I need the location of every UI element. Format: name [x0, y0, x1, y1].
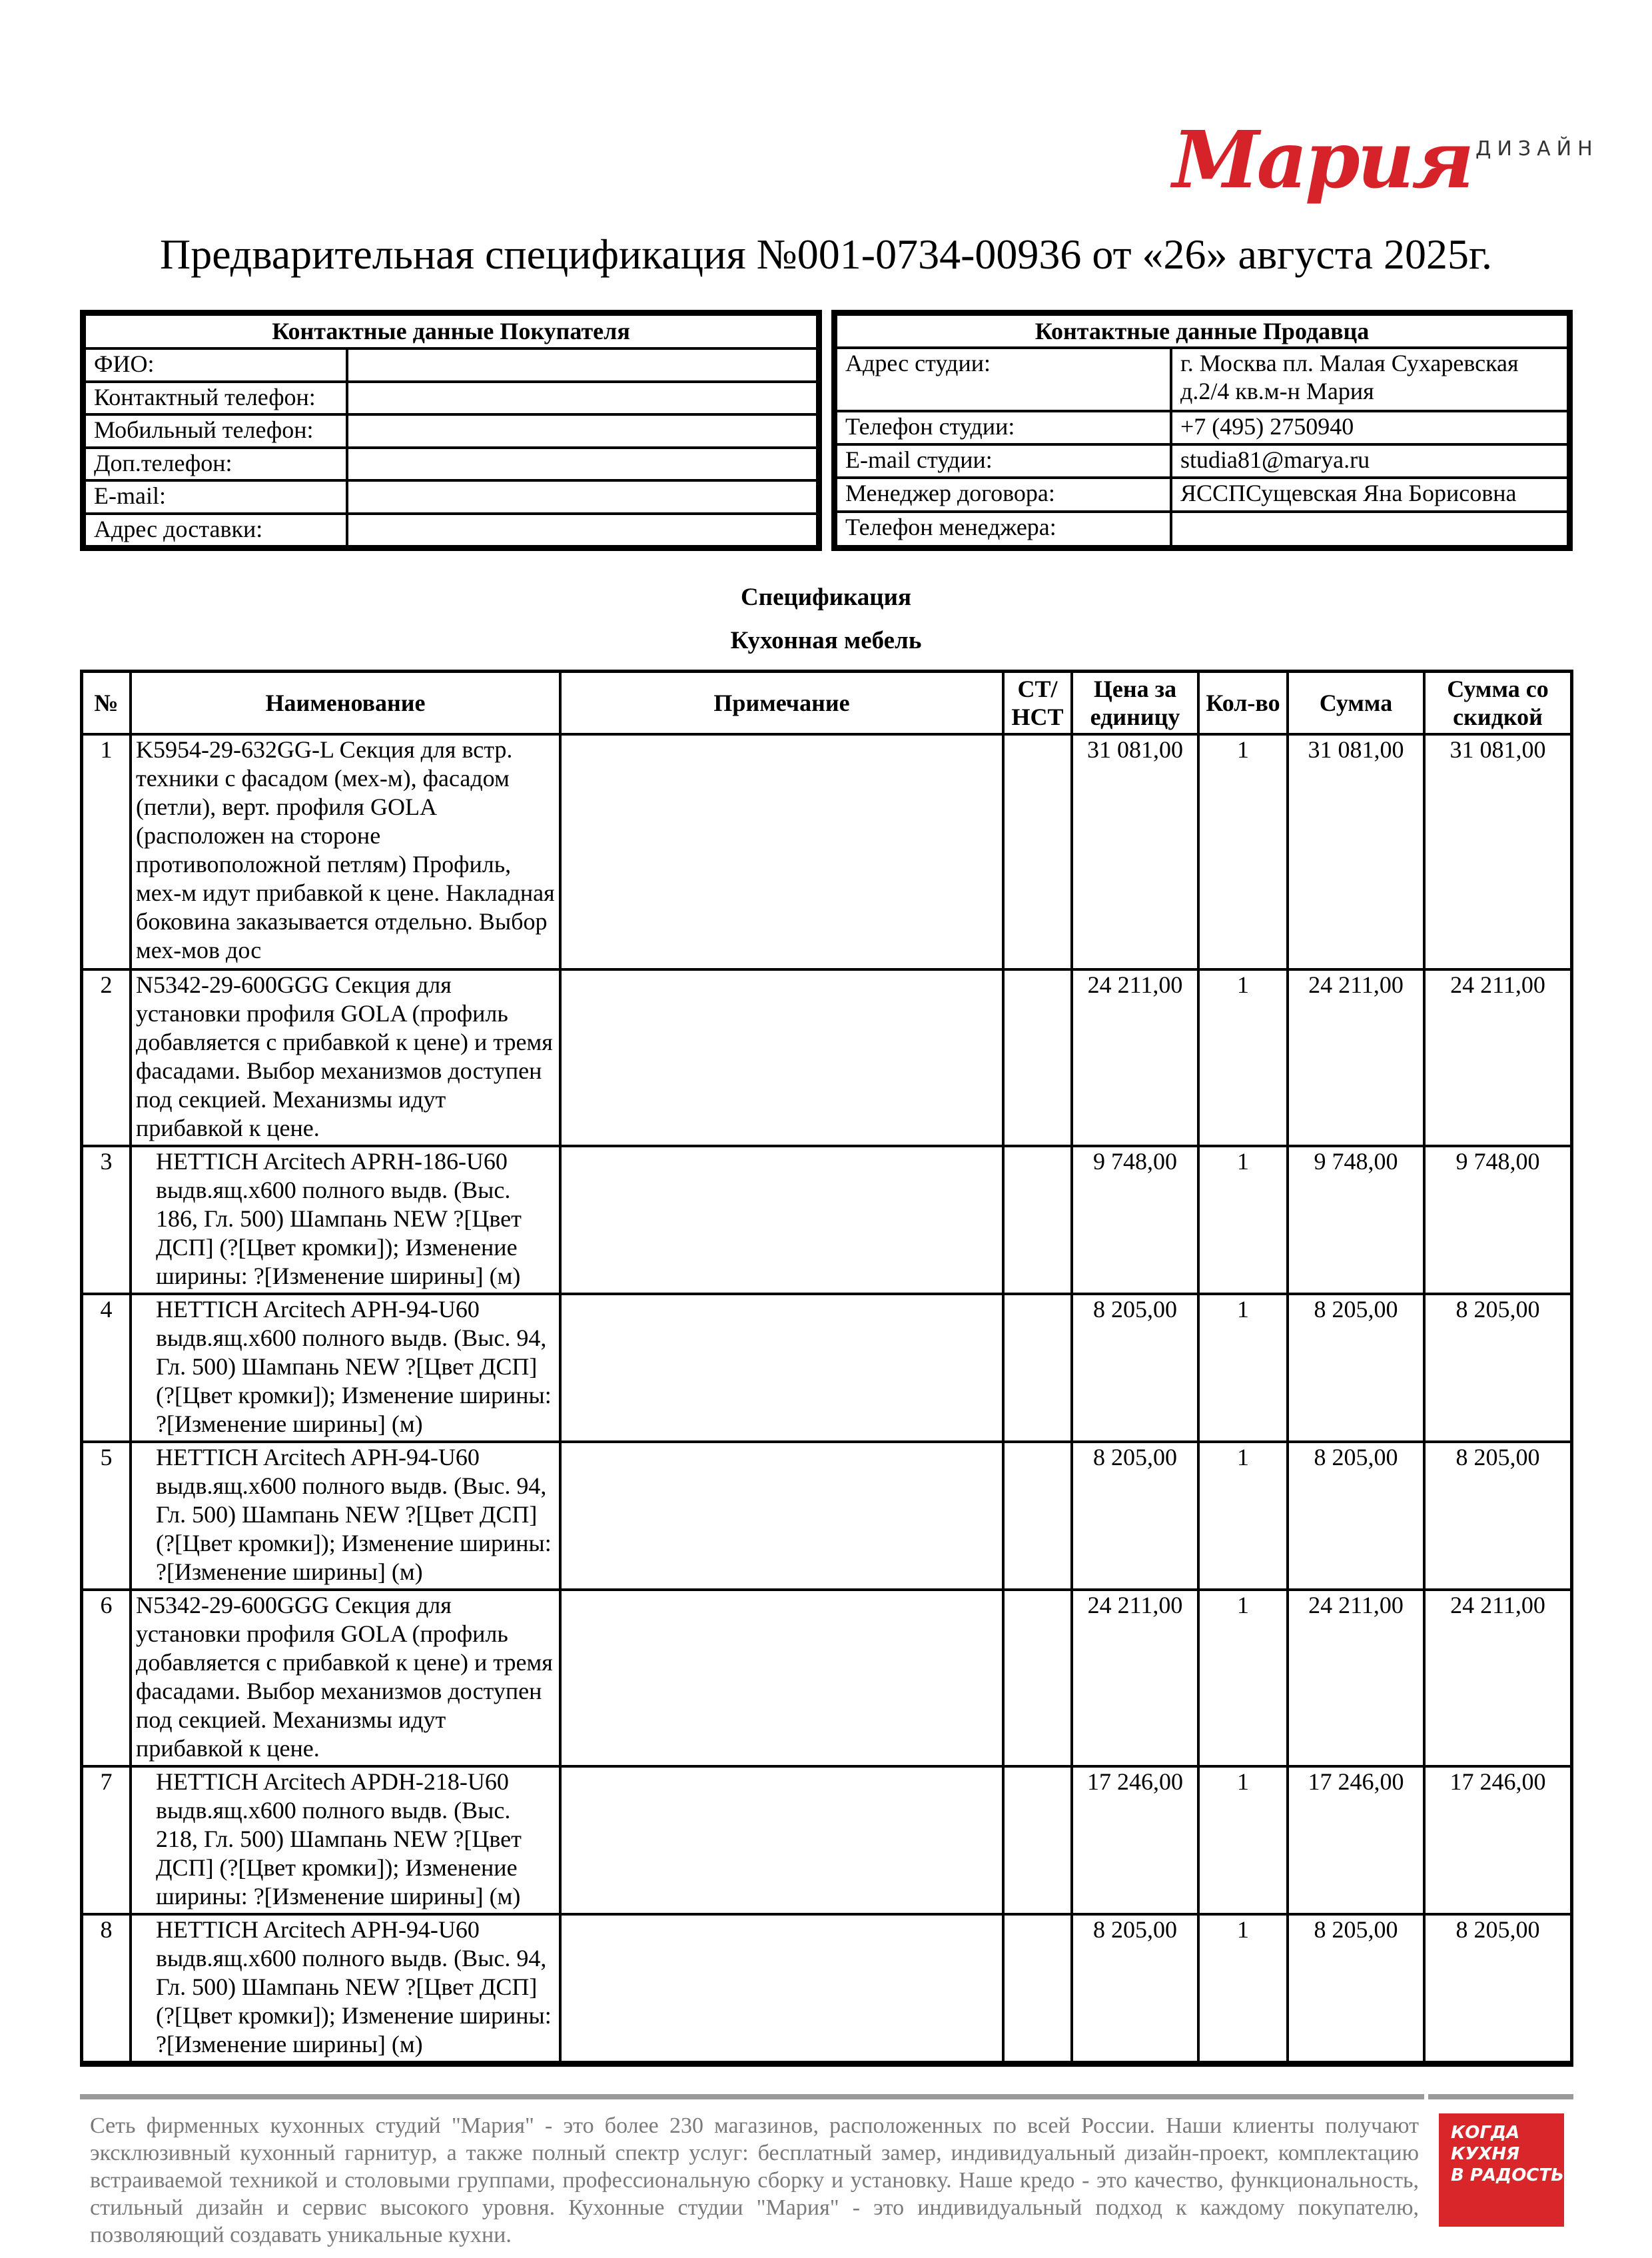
seller-row — [837, 512, 1567, 545]
item-note — [560, 1766, 1003, 1914]
item-price: 31 081,00 — [1072, 734, 1198, 969]
seller-row — [837, 478, 1567, 511]
seller-contacts-box — [831, 310, 1573, 551]
brand-logo — [1172, 113, 1599, 207]
item-sum-discount: 17 246,00 — [1424, 1766, 1570, 1914]
badge-line-1: КОГДА — [1451, 2123, 1520, 2143]
item-note — [560, 1294, 1003, 1442]
buyer-value — [347, 382, 816, 414]
buyer-value — [347, 480, 816, 513]
item-sum-discount: 8 205,00 — [1424, 1914, 1570, 2062]
item-price: 8 205,00 — [1072, 1442, 1198, 1590]
item-sum: 9 748,00 — [1288, 1146, 1424, 1294]
item-price: 8 205,00 — [1072, 1294, 1198, 1442]
item-qty: 1 — [1198, 1914, 1288, 2062]
seller-value: г. Москва пл. Малая Сухаревская д.2/4 кв.м-н Мария — [1171, 348, 1567, 410]
item-st — [1003, 1766, 1072, 1914]
item-st — [1003, 1294, 1072, 1442]
table-row — [83, 1766, 1570, 1914]
buyer-value — [347, 348, 816, 381]
row-number: 4 — [83, 1294, 131, 1442]
item-sum: 24 211,00 — [1288, 1590, 1424, 1766]
table-row — [83, 734, 1570, 969]
spec-table — [80, 670, 1573, 2067]
row-number: 2 — [83, 969, 131, 1146]
item-qty: 1 — [1198, 734, 1288, 969]
item-note — [560, 734, 1003, 969]
logo-wordmark: Мария — [1172, 113, 1472, 206]
spec-header-row — [83, 673, 1570, 734]
item-sum-discount: 31 081,00 — [1424, 734, 1570, 969]
col-header-qty: Кол-во — [1198, 673, 1288, 734]
item-sum: 17 246,00 — [1288, 1766, 1424, 1914]
col-header-price: Цена за единицу — [1072, 673, 1198, 734]
table-row — [83, 1146, 1570, 1294]
seller-row — [837, 411, 1567, 444]
item-price: 17 246,00 — [1072, 1766, 1198, 1914]
row-number: 1 — [83, 734, 131, 969]
buyer-label: ФИО: — [86, 348, 347, 381]
row-number: 7 — [83, 1766, 131, 1914]
item-name: K5954-29-632GG-L Секция для встр. техники с фасадом (мех-м), фасадом (петли), верт. профиля GOLA (расположен на стороне противоположной петлям) Профиль, мех-м идут прибавкой к цене. Накладная боковина заказывается отдельно. Выбор мех-мов дос — [131, 734, 560, 969]
seller-row — [837, 444, 1567, 478]
document-title: Предварительная спецификация №001-0734-00936 от «26» августа 2025г. — [160, 231, 1492, 278]
item-sum-discount: 8 205,00 — [1424, 1442, 1570, 1590]
item-st — [1003, 969, 1072, 1146]
row-number: 5 — [83, 1442, 131, 1590]
buyer-row — [86, 514, 816, 545]
buyer-row — [86, 448, 816, 480]
item-sum: 24 211,00 — [1288, 969, 1424, 1146]
item-note — [560, 1146, 1003, 1294]
seller-label: Адрес студии: — [837, 348, 1171, 410]
seller-value — [1171, 512, 1567, 545]
item-qty: 1 — [1198, 1442, 1288, 1590]
buyer-row — [86, 480, 816, 513]
seller-value: studia81@marya.ru — [1171, 444, 1567, 478]
seller-label: Телефон студии: — [837, 411, 1171, 444]
row-number: 3 — [83, 1146, 131, 1294]
seller-label: E-mail студии: — [837, 444, 1171, 478]
buyer-label: E-mail: — [86, 480, 347, 513]
row-number: 6 — [83, 1590, 131, 1766]
buyer-row — [86, 348, 816, 381]
seller-label: Менеджер договора: — [837, 478, 1171, 511]
section-title: Спецификация — [741, 584, 911, 611]
section-subtitle: Кухонная мебель — [730, 627, 922, 654]
table-row — [83, 1914, 1570, 2062]
item-sum-discount: 9 748,00 — [1424, 1146, 1570, 1294]
item-qty: 1 — [1198, 1590, 1288, 1766]
item-note — [560, 1914, 1003, 2062]
item-qty: 1 — [1198, 969, 1288, 1146]
item-name: HETTICH Arcitech APH-94-U60 выдв.ящ.x600 полного выдв. (Выс. 94, Гл. 500) Шампань NEW ?[Цвет ДСП] (?[Цвет кромки]); Изменение ширины: ?[Изменение ширины] (м) — [131, 1442, 560, 1590]
col-header-st: СТ/ НСТ — [1003, 673, 1072, 734]
buyer-label: Мобильный телефон: — [86, 414, 347, 447]
item-sum: 31 081,00 — [1288, 734, 1424, 969]
item-sum: 8 205,00 — [1288, 1294, 1424, 1442]
item-qty: 1 — [1198, 1146, 1288, 1294]
col-header-note: Примечание — [560, 673, 1003, 734]
row-number: 8 — [83, 1914, 131, 2062]
badge-line-3: В РАДОСТЬ — [1451, 2165, 1564, 2185]
col-header-num: № — [83, 673, 131, 734]
item-sum-discount: 8 205,00 — [1424, 1294, 1570, 1442]
seller-label: Телефон менеджера: — [837, 512, 1171, 545]
buyer-header: Контактные данные Покупателя — [86, 316, 816, 348]
item-qty: 1 — [1198, 1766, 1288, 1914]
item-name: HETTICH Arcitech APRH-186-U60 выдв.ящ.x600 полного выдв. (Выс. 186, Гл. 500) Шампань NEW ?[Цвет ДСП] (?[Цвет кромки]); Изменение ширины: ?[Изменение ширины] (м) — [131, 1146, 560, 1294]
item-name: HETTICH Arcitech APH-94-U60 выдв.ящ.x600 полного выдв. (Выс. 94, Гл. 500) Шампань NEW ?[Цвет ДСП] (?[Цвет кромки]); Изменение ширины: ?[Изменение ширины] (м) — [131, 1914, 560, 2062]
seller-value: ЯССПСущевская Яна Борисовна — [1171, 478, 1567, 511]
buyer-value — [347, 414, 816, 447]
badge-line-2: КУХНЯ — [1451, 2144, 1520, 2164]
item-price: 8 205,00 — [1072, 1914, 1198, 2062]
buyer-label: Адрес доставки: — [86, 514, 347, 545]
item-st — [1003, 1442, 1072, 1590]
item-sum-discount: 24 211,00 — [1424, 1590, 1570, 1766]
item-note — [560, 1442, 1003, 1590]
col-header-name: Наименование — [131, 673, 560, 734]
item-name: HETTICH Arcitech APH-94-U60 выдв.ящ.x600 полного выдв. (Выс. 94, Гл. 500) Шампань NEW ?[Цвет ДСП] (?[Цвет кромки]); Изменение ширины: ?[Изменение ширины] (м) — [131, 1294, 560, 1442]
buyer-value — [347, 448, 816, 480]
item-name: N5342-29-600GGG Секция для установки профиля GOLA (профиль добавляется с прибавкой к цене) и тремя фасадами. Выбор механизмов доступен под секцией. Механизмы идут прибавкой к цене. — [131, 969, 560, 1146]
table-row — [83, 1442, 1570, 1590]
buyer-label: Доп.телефон: — [86, 448, 347, 480]
col-header-sum-discount: Сумма со скидкой — [1424, 673, 1570, 734]
item-price: 9 748,00 — [1072, 1146, 1198, 1294]
item-qty: 1 — [1198, 1294, 1288, 1442]
footer-divider — [80, 2094, 1573, 2099]
buyer-value — [347, 514, 816, 545]
item-name: N5342-29-600GGG Секция для установки профиля GOLA (профиль добавляется с прибавкой к цене) и тремя фасадами. Выбор механизмов доступен под секцией. Механизмы идут прибавкой к цене. — [131, 1590, 560, 1766]
col-header-sum: Сумма — [1288, 673, 1424, 734]
seller-value: +7 (495) 2750940 — [1171, 411, 1567, 444]
item-price: 24 211,00 — [1072, 1590, 1198, 1766]
item-st — [1003, 1590, 1072, 1766]
seller-row — [837, 348, 1567, 410]
buyer-contacts-box — [80, 310, 822, 551]
buyer-row — [86, 414, 816, 447]
footer-text: Сеть фирменных кухонных студий "Мария" - это более 230 магазинов, расположенных по всей России. Наши клиенты получают эксклюзивный кухонный гарнитур, а также полный спектр услуг: бесплатный замер, индивидуальный дизайн-проект, комплектацию встраиваемой техникой и столовыми группами, профессиональную сборку и установку. Наше кредо - это качество, функциональность, стильный дизайн и сервис высокого уровня. Кухонные студии "Мария" - это индивидуальный подход к каждому покупателю, позволяющий создавать уникальные кухни. — [90, 2113, 1419, 2247]
buyer-row — [86, 382, 816, 414]
item-price: 24 211,00 — [1072, 969, 1198, 1146]
item-sum: 8 205,00 — [1288, 1914, 1424, 2062]
item-st — [1003, 1914, 1072, 2062]
item-st — [1003, 1146, 1072, 1294]
item-sum: 8 205,00 — [1288, 1442, 1424, 1590]
logo-subtitle: ДИЗАЙН — [1475, 137, 1599, 161]
table-row — [83, 969, 1570, 1146]
table-row — [83, 1590, 1570, 1766]
item-note — [560, 969, 1003, 1146]
table-row — [83, 1294, 1570, 1442]
seller-header: Контактные данные Продавца — [837, 316, 1567, 348]
footer-divider-gap — [1424, 2094, 1428, 2099]
slogan-badge — [1439, 2113, 1564, 2227]
buyer-label: Контактный телефон: — [86, 382, 347, 414]
item-st — [1003, 734, 1072, 969]
item-name: HETTICH Arcitech APDH-218-U60 выдв.ящ.x600 полного выдв. (Выс. 218, Гл. 500) Шампань NEW ?[Цвет ДСП] (?[Цвет кромки]); Изменение ширины: ?[Изменение ширины] (м) — [131, 1766, 560, 1914]
item-note — [560, 1590, 1003, 1766]
item-sum-discount: 24 211,00 — [1424, 969, 1570, 1146]
